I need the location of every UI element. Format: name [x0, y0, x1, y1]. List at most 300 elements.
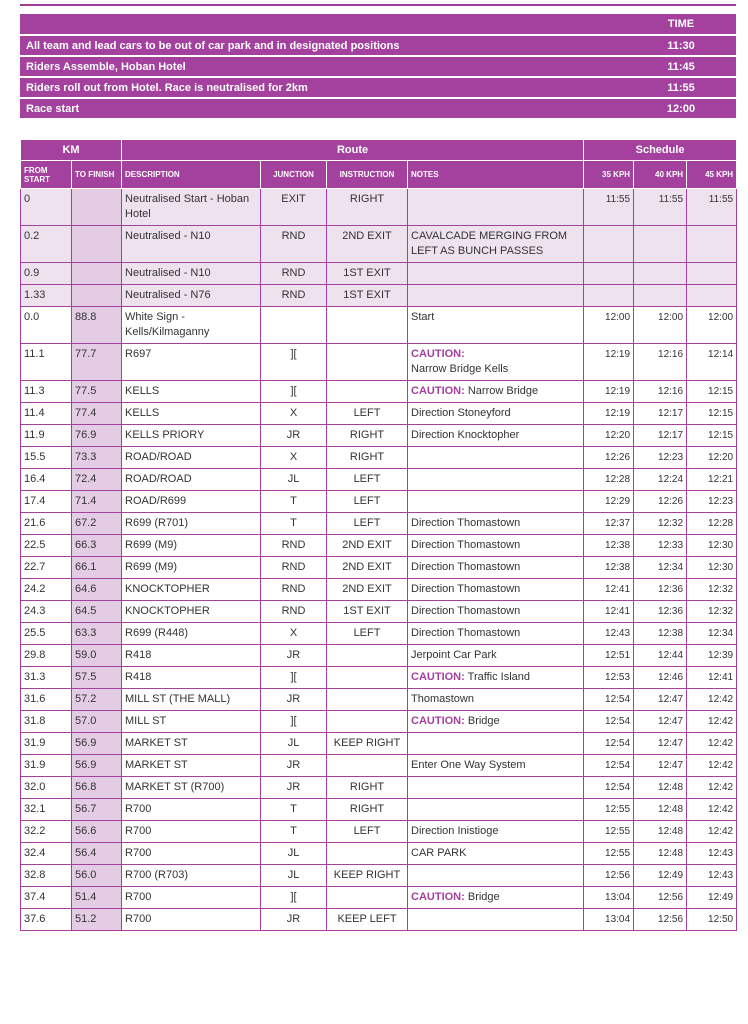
notes-cell: Direction Thomastown	[408, 623, 584, 645]
notes-cell: Direction Knocktopher	[408, 425, 584, 447]
route-row	[21, 344, 737, 381]
description-cell: R700	[122, 843, 261, 865]
route-row	[21, 623, 737, 645]
description-cell: ROAD/ROAD	[122, 469, 261, 491]
schedule-35-cell: 12:51	[584, 645, 634, 667]
notes-cell: Direction Inistioge	[408, 821, 584, 843]
schedule-45-header: 45 KPH	[687, 161, 737, 189]
description-header: DESCRIPTION	[122, 161, 261, 189]
to-finish-cell: 56.4	[72, 843, 122, 865]
schedule-45-cell: 12:34	[687, 623, 737, 645]
to-finish-cell: 59.0	[72, 645, 122, 667]
instruction-cell: LEFT	[327, 491, 408, 513]
schedule-40-cell: 12:46	[634, 667, 687, 689]
schedule-40-cell: 12:48	[634, 777, 687, 799]
schedule-45-cell: 12:32	[687, 579, 737, 601]
schedule-40-cell: 12:36	[634, 579, 687, 601]
schedule-40-cell: 12:26	[634, 491, 687, 513]
schedule-35-cell: 12:55	[584, 799, 634, 821]
route-group-header: Route	[122, 140, 584, 161]
instruction-cell	[327, 645, 408, 667]
to-finish-cell	[72, 263, 122, 285]
from-start-cell: 15.5	[21, 447, 72, 469]
schedule-35-cell: 12:41	[584, 601, 634, 623]
schedule-35-cell: 12:20	[584, 425, 634, 447]
junction-cell: RND	[261, 285, 327, 307]
instruction-cell: RIGHT	[327, 425, 408, 447]
junction-cell: ][	[261, 344, 327, 381]
schedule-45-cell: 12:42	[687, 733, 737, 755]
instruction-cell: 1ST EXIT	[327, 263, 408, 285]
to-finish-cell: 77.7	[72, 344, 122, 381]
junction-cell: RND	[261, 535, 327, 557]
from-start-cell: 11.9	[21, 425, 72, 447]
timing-row	[20, 77, 736, 98]
schedule-45-cell	[687, 226, 737, 263]
to-finish-cell: 56.8	[72, 777, 122, 799]
route-row	[21, 403, 737, 425]
schedule-40-header: 40 KPH	[634, 161, 687, 189]
notes-cell: Direction Thomastown	[408, 579, 584, 601]
route-row	[21, 447, 737, 469]
schedule-45-cell: 12:28	[687, 513, 737, 535]
schedule-35-cell: 12:19	[584, 403, 634, 425]
instruction-cell: 2ND EXIT	[327, 226, 408, 263]
junction-cell: RND	[261, 579, 327, 601]
schedule-40-cell: 12:32	[634, 513, 687, 535]
to-finish-cell: 57.2	[72, 689, 122, 711]
notes-cell: Direction Thomastown	[408, 557, 584, 579]
caution-label: CAUTION:	[411, 715, 465, 727]
description-cell: R699 (M9)	[122, 557, 261, 579]
to-finish-cell	[72, 285, 122, 307]
schedule-35-cell: 12:54	[584, 711, 634, 733]
to-finish-cell: 88.8	[72, 307, 122, 344]
instruction-cell: LEFT	[327, 469, 408, 491]
schedule-35-cell: 12:38	[584, 557, 634, 579]
notes-cell	[408, 285, 584, 307]
route-row	[21, 535, 737, 557]
schedule-40-cell: 12:48	[634, 799, 687, 821]
route-row	[21, 491, 737, 513]
notes-cell: Enter One Way System	[408, 755, 584, 777]
notes-cell	[408, 733, 584, 755]
top-rule	[20, 4, 736, 6]
route-row	[21, 821, 737, 843]
junction-cell: JL	[261, 865, 327, 887]
instruction-cell: RIGHT	[327, 189, 408, 226]
route-row	[21, 755, 737, 777]
description-cell: R699 (M9)	[122, 535, 261, 557]
to-finish-cell	[72, 226, 122, 263]
notes-cell	[408, 263, 584, 285]
instruction-header: INSTRUCTION	[327, 161, 408, 189]
junction-cell: JL	[261, 843, 327, 865]
notes-cell: Direction Thomastown	[408, 601, 584, 623]
description-cell: KELLS	[122, 403, 261, 425]
description-cell: ROAD/R699	[122, 491, 261, 513]
from-start-cell: 31.9	[21, 755, 72, 777]
timing-time: 11:45	[626, 56, 736, 77]
description-cell: MILL ST	[122, 711, 261, 733]
junction-cell: JL	[261, 733, 327, 755]
route-row	[21, 645, 737, 667]
description-cell: ROAD/ROAD	[122, 447, 261, 469]
from-start-cell: 21.6	[21, 513, 72, 535]
instruction-cell: KEEP LEFT	[327, 909, 408, 931]
schedule-35-cell: 12:00	[584, 307, 634, 344]
schedule-35-cell: 12:56	[584, 865, 634, 887]
to-finish-cell: 71.4	[72, 491, 122, 513]
route-row	[21, 733, 737, 755]
schedule-35-cell: 12:19	[584, 381, 634, 403]
schedule-45-cell: 12:30	[687, 535, 737, 557]
schedule-40-cell	[634, 285, 687, 307]
schedule-40-cell: 12:36	[634, 601, 687, 623]
instruction-cell: RIGHT	[327, 447, 408, 469]
notes-cell	[408, 865, 584, 887]
route-column-header-row	[21, 161, 737, 189]
schedule-35-cell: 12:55	[584, 821, 634, 843]
schedule-45-cell: 12:15	[687, 381, 737, 403]
instruction-cell	[327, 689, 408, 711]
schedule-45-cell: 12:49	[687, 887, 737, 909]
timing-table-body	[20, 14, 736, 119]
notes-text: Narrow Bridge	[467, 385, 539, 397]
schedule-35-cell: 12:29	[584, 491, 634, 513]
schedule-40-cell: 12:24	[634, 469, 687, 491]
junction-cell: RND	[261, 601, 327, 623]
to-finish-cell: 76.9	[72, 425, 122, 447]
description-cell: MARKET ST	[122, 733, 261, 755]
notes-cell	[408, 447, 584, 469]
notes-cell	[408, 909, 584, 931]
description-cell: Neutralised - N10	[122, 226, 261, 263]
junction-cell: T	[261, 799, 327, 821]
route-row	[21, 711, 737, 733]
junction-cell: RND	[261, 226, 327, 263]
km-group-header: KM	[21, 140, 122, 161]
route-row	[21, 843, 737, 865]
schedule-35-cell: 12:53	[584, 667, 634, 689]
caution-label: CAUTION:	[411, 671, 465, 683]
route-row	[21, 425, 737, 447]
junction-cell: RND	[261, 557, 327, 579]
junction-cell: X	[261, 623, 327, 645]
schedule-35-cell: 13:04	[584, 887, 634, 909]
schedule-35-cell: 12:54	[584, 755, 634, 777]
instruction-cell	[327, 843, 408, 865]
schedule-45-cell: 12:43	[687, 843, 737, 865]
from-start-cell: 31.8	[21, 711, 72, 733]
notes-cell: CAR PARK	[408, 843, 584, 865]
description-cell: KNOCKTOPHER	[122, 601, 261, 623]
from-start-cell: 32.8	[21, 865, 72, 887]
schedule-40-cell: 12:23	[634, 447, 687, 469]
schedule-45-cell: 12:42	[687, 799, 737, 821]
schedule-45-cell: 12:15	[687, 425, 737, 447]
from-start-header: FROM START	[21, 161, 72, 189]
schedule-group-header: Schedule	[584, 140, 737, 161]
junction-cell: JR	[261, 755, 327, 777]
route-group-header-row	[21, 140, 737, 161]
description-cell: R700	[122, 821, 261, 843]
to-finish-cell: 77.5	[72, 381, 122, 403]
to-finish-cell: 66.3	[72, 535, 122, 557]
junction-cell: ][	[261, 711, 327, 733]
junction-cell: ][	[261, 381, 327, 403]
timing-row	[20, 35, 736, 56]
to-finish-cell: 63.3	[72, 623, 122, 645]
description-cell: R699 (R448)	[122, 623, 261, 645]
schedule-45-cell: 12:42	[687, 711, 737, 733]
to-finish-cell: 66.1	[72, 557, 122, 579]
description-cell: R418	[122, 645, 261, 667]
notes-cell	[408, 189, 584, 226]
notes-cell	[408, 777, 584, 799]
description-cell: R697	[122, 344, 261, 381]
notes-text: Narrow Bridge Kells	[411, 363, 509, 375]
caution-label: CAUTION:	[411, 385, 465, 397]
route-row	[21, 601, 737, 623]
schedule-35-cell: 13:04	[584, 909, 634, 931]
route-row	[21, 887, 737, 909]
description-cell: R700	[122, 909, 261, 931]
schedule-40-cell: 11:55	[634, 189, 687, 226]
schedule-45-cell: 12:32	[687, 601, 737, 623]
schedule-40-cell: 12:38	[634, 623, 687, 645]
from-start-cell: 0.2	[21, 226, 72, 263]
junction-cell: T	[261, 491, 327, 513]
to-finish-header: TO FINISH	[72, 161, 122, 189]
schedule-40-cell: 12:17	[634, 425, 687, 447]
schedule-45-cell: 12:42	[687, 777, 737, 799]
schedule-45-cell: 12:00	[687, 307, 737, 344]
schedule-40-cell: 12:00	[634, 307, 687, 344]
notes-cell	[408, 381, 584, 403]
notes-cell	[408, 711, 584, 733]
junction-cell: JL	[261, 469, 327, 491]
instruction-cell: 2ND EXIT	[327, 535, 408, 557]
schedule-45-cell: 12:21	[687, 469, 737, 491]
schedule-35-cell: 12:19	[584, 344, 634, 381]
description-cell: R699 (R701)	[122, 513, 261, 535]
junction-cell: JR	[261, 689, 327, 711]
instruction-cell	[327, 887, 408, 909]
description-cell: MARKET ST (R700)	[122, 777, 261, 799]
schedule-40-cell: 12:56	[634, 909, 687, 931]
route-row	[21, 579, 737, 601]
junction-header: JUNCTION	[261, 161, 327, 189]
from-start-cell: 22.5	[21, 535, 72, 557]
timing-time: 12:00	[626, 98, 736, 119]
schedule-45-cell: 12:43	[687, 865, 737, 887]
instruction-cell	[327, 755, 408, 777]
schedule-40-cell: 12:49	[634, 865, 687, 887]
junction-cell: T	[261, 821, 327, 843]
schedule-40-cell: 12:16	[634, 381, 687, 403]
instruction-cell: LEFT	[327, 623, 408, 645]
instruction-cell: 2ND EXIT	[327, 579, 408, 601]
schedule-40-cell: 12:47	[634, 755, 687, 777]
route-row	[21, 285, 737, 307]
junction-cell: JR	[261, 909, 327, 931]
to-finish-cell: 57.5	[72, 667, 122, 689]
notes-cell	[408, 491, 584, 513]
schedule-35-cell: 11:55	[584, 189, 634, 226]
from-start-cell: 0.9	[21, 263, 72, 285]
schedule-45-cell: 12:42	[687, 821, 737, 843]
to-finish-cell: 73.3	[72, 447, 122, 469]
to-finish-cell: 56.6	[72, 821, 122, 843]
schedule-35-cell: 12:43	[584, 623, 634, 645]
schedule-40-cell: 12:34	[634, 557, 687, 579]
from-start-cell: 25.5	[21, 623, 72, 645]
schedule-35-header: 35 KPH	[584, 161, 634, 189]
schedule-45-cell: 12:42	[687, 689, 737, 711]
schedule-35-cell: 12:28	[584, 469, 634, 491]
description-cell: KELLS	[122, 381, 261, 403]
to-finish-cell: 51.2	[72, 909, 122, 931]
instruction-cell: RIGHT	[327, 799, 408, 821]
description-cell: R418	[122, 667, 261, 689]
junction-cell: ][	[261, 887, 327, 909]
to-finish-cell: 51.4	[72, 887, 122, 909]
instruction-cell	[327, 381, 408, 403]
route-row	[21, 226, 737, 263]
notes-cell	[408, 469, 584, 491]
schedule-40-cell: 12:16	[634, 344, 687, 381]
from-start-cell: 32.4	[21, 843, 72, 865]
timing-row	[20, 56, 736, 77]
schedule-45-cell: 12:23	[687, 491, 737, 513]
schedule-45-cell: 12:15	[687, 403, 737, 425]
description-cell: White Sign - Kells/Kilmaganny	[122, 307, 261, 344]
to-finish-cell: 56.9	[72, 733, 122, 755]
description-cell: KNOCKTOPHER	[122, 579, 261, 601]
schedule-45-cell: 12:41	[687, 667, 737, 689]
instruction-cell: KEEP RIGHT	[327, 865, 408, 887]
notes-cell: Direction Stoneyford	[408, 403, 584, 425]
timing-description: Riders roll out from Hotel. Race is neutralised for 2km	[20, 77, 626, 98]
from-start-cell: 24.3	[21, 601, 72, 623]
to-finish-cell: 56.9	[72, 755, 122, 777]
to-finish-cell: 56.0	[72, 865, 122, 887]
timing-description: All team and lead cars to be out of car park and in designated positions	[20, 35, 626, 56]
timing-time: 11:55	[626, 77, 736, 98]
from-start-cell: 32.0	[21, 777, 72, 799]
route-row	[21, 307, 737, 344]
notes-cell: CAVALCADE MERGING FROM LEFT AS BUNCH PASSES	[408, 226, 584, 263]
schedule-35-cell: 12:54	[584, 777, 634, 799]
junction-cell: ][	[261, 667, 327, 689]
from-start-cell: 24.2	[21, 579, 72, 601]
schedule-40-cell: 12:47	[634, 689, 687, 711]
timing-header-spacer	[20, 14, 626, 35]
instruction-cell	[327, 711, 408, 733]
notes-cell: Jerpoint Car Park	[408, 645, 584, 667]
schedule-40-cell	[634, 226, 687, 263]
route-row	[21, 799, 737, 821]
schedule-45-cell: 12:30	[687, 557, 737, 579]
notes-text: Bridge	[467, 715, 500, 727]
notes-cell: Thomastown	[408, 689, 584, 711]
notes-cell: Direction Thomastown	[408, 513, 584, 535]
route-row	[21, 667, 737, 689]
description-cell: MILL ST (THE MALL)	[122, 689, 261, 711]
instruction-cell	[327, 307, 408, 344]
to-finish-cell: 77.4	[72, 403, 122, 425]
instruction-cell: 2ND EXIT	[327, 557, 408, 579]
to-finish-cell: 67.2	[72, 513, 122, 535]
schedule-40-cell: 12:47	[634, 711, 687, 733]
junction-cell: T	[261, 513, 327, 535]
from-start-cell: 0.0	[21, 307, 72, 344]
notes-cell	[408, 667, 584, 689]
schedule-40-cell: 12:47	[634, 733, 687, 755]
schedule-40-cell: 12:44	[634, 645, 687, 667]
from-start-cell: 31.6	[21, 689, 72, 711]
schedule-40-cell: 12:17	[634, 403, 687, 425]
route-row	[21, 469, 737, 491]
to-finish-cell: 72.4	[72, 469, 122, 491]
timing-table	[20, 14, 736, 120]
notes-cell: Start	[408, 307, 584, 344]
junction-cell: X	[261, 447, 327, 469]
notes-text: Traffic Island	[467, 671, 531, 683]
schedule-35-cell: 12:55	[584, 843, 634, 865]
schedule-35-cell: 12:54	[584, 733, 634, 755]
notes-cell: Direction Thomastown	[408, 535, 584, 557]
schedule-40-cell: 12:56	[634, 887, 687, 909]
schedule-35-cell: 12:38	[584, 535, 634, 557]
instruction-cell: KEEP RIGHT	[327, 733, 408, 755]
to-finish-cell: 64.5	[72, 601, 122, 623]
notes-cell	[408, 799, 584, 821]
schedule-40-cell: 12:33	[634, 535, 687, 557]
notes-text: Bridge	[467, 891, 500, 903]
schedule-35-cell: 12:54	[584, 689, 634, 711]
schedule-35-cell	[584, 226, 634, 263]
route-row	[21, 513, 737, 535]
route-row	[21, 263, 737, 285]
schedule-40-cell: 12:48	[634, 843, 687, 865]
schedule-35-cell: 12:41	[584, 579, 634, 601]
route-row	[21, 557, 737, 579]
timing-header-row	[20, 14, 736, 35]
instruction-cell: 1ST EXIT	[327, 285, 408, 307]
from-start-cell: 31.9	[21, 733, 72, 755]
schedule-35-cell	[584, 285, 634, 307]
description-cell: Neutralised - N76	[122, 285, 261, 307]
from-start-cell: 31.3	[21, 667, 72, 689]
to-finish-cell: 64.6	[72, 579, 122, 601]
schedule-45-cell	[687, 285, 737, 307]
instruction-cell	[327, 667, 408, 689]
schedule-45-cell: 12:50	[687, 909, 737, 931]
instruction-cell: LEFT	[327, 821, 408, 843]
timing-time: 11:30	[626, 35, 736, 56]
schedule-45-cell: 12:20	[687, 447, 737, 469]
to-finish-cell: 56.7	[72, 799, 122, 821]
from-start-cell: 11.3	[21, 381, 72, 403]
caution-label: CAUTION:	[411, 348, 465, 360]
schedule-40-cell: 12:48	[634, 821, 687, 843]
instruction-cell: LEFT	[327, 513, 408, 535]
route-row	[21, 689, 737, 711]
timing-row	[20, 98, 736, 119]
route-row	[21, 865, 737, 887]
